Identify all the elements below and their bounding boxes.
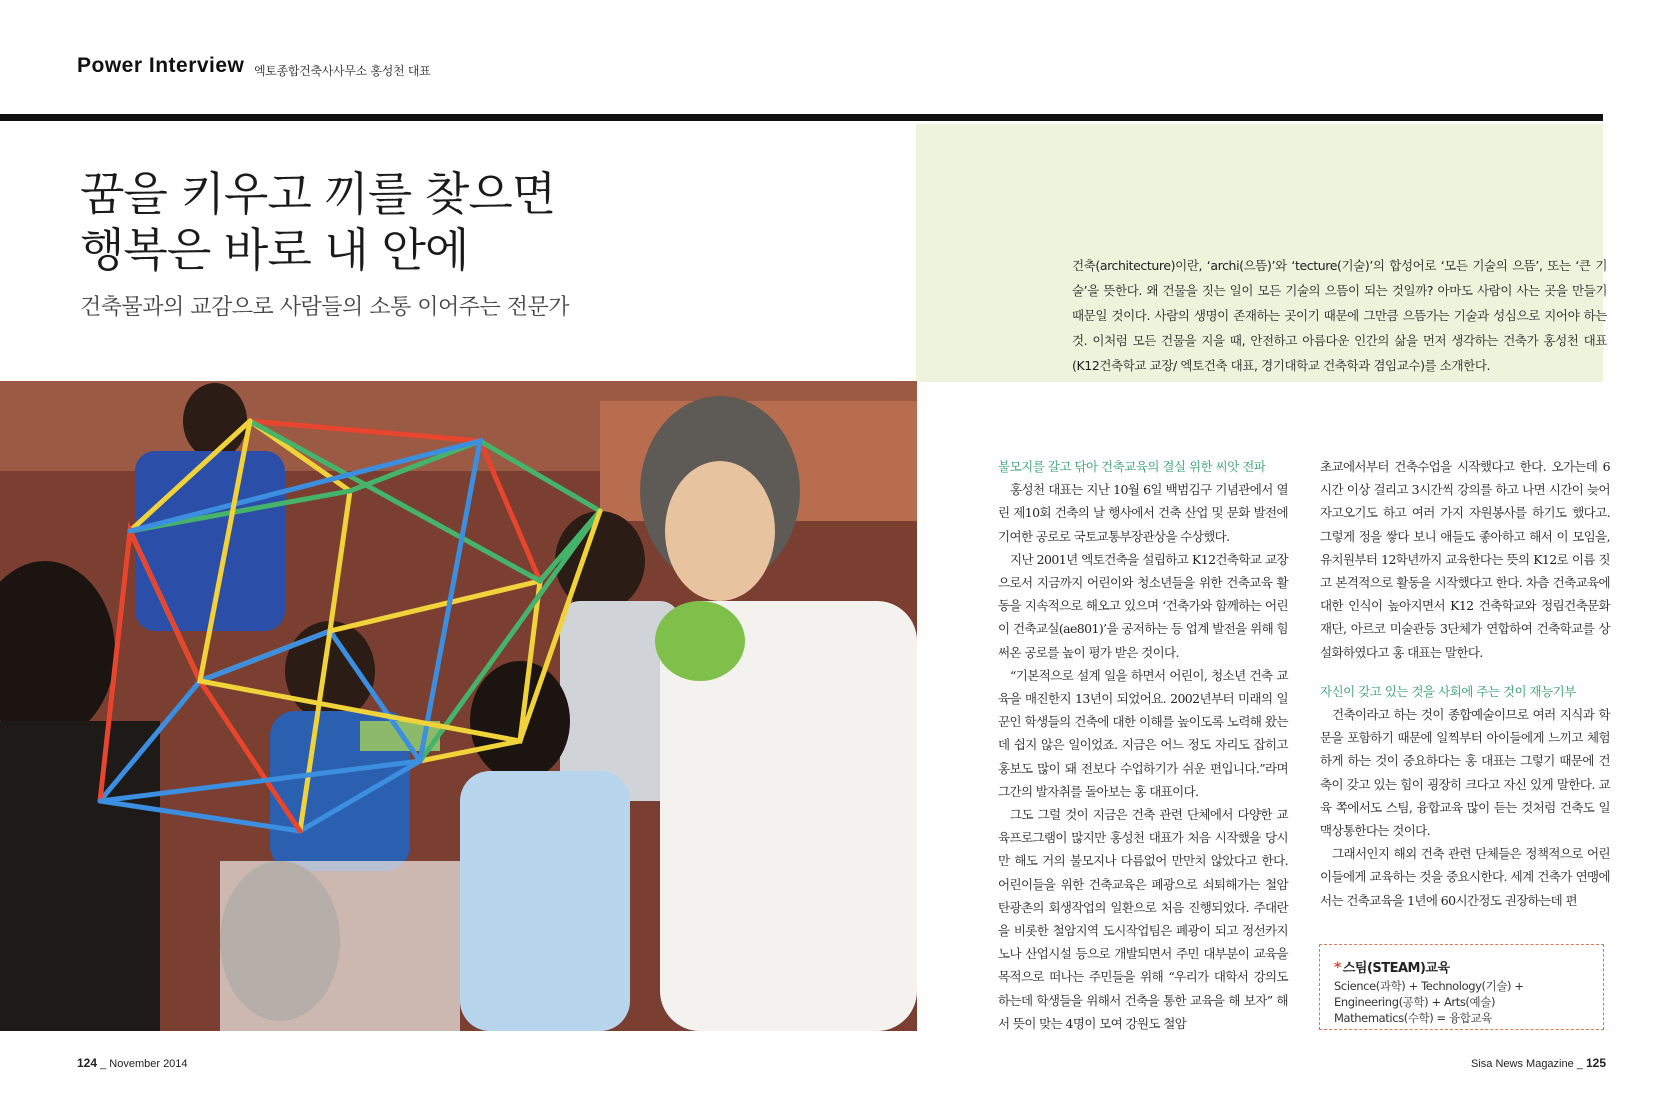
article-title bbox=[80, 166, 555, 278]
photo-illustration bbox=[0, 381, 917, 1031]
folio-right bbox=[1471, 1056, 1606, 1070]
page-number-left: 124 bbox=[77, 1056, 98, 1070]
paragraph: 홍성천 대표는 지난 10월 6일 백범김구 기념관에서 열린 제10회 건축의 날 행사에서 건축 산업 및 문화 발전에 기여한 공로로 국토교통부장관상을 수상했다. bbox=[998, 482, 1288, 544]
section-label: Power Interview bbox=[77, 54, 245, 77]
intro-text: 건축(architecture)이란, ‘archi(으뜸)’와 ‘tecture(기술)’의 합성어로 ‘모든 기술의 으뜸’, 또는 ‘큰 기술’을 뜻한다. 왜 건물을 짓는 일이 모든 기술의 으뜸이 되는 것일까? 아마도 사람이 사는 곳을 만들기 때문일 것이다. 사람의 생명이 존재하는 곳이기 때문에 그만큼 으뜸가는 기술과 성심으로 지어야 하는 것. 이처럼 모든 건물을 지을 때, 안전하고 아름다운 인간의 삶을 먼저 생각하는 건축가 홍성천 대표(K12건축학교 교장/ 엑토건축 대표, 경기대학교 건축학과 겸임교수)를 소개한다. bbox=[1072, 258, 1607, 373]
note-body bbox=[1334, 978, 1596, 1026]
folio-left bbox=[77, 1056, 188, 1070]
article-photo bbox=[0, 381, 917, 1031]
title-line-2: 행복은 바로 내 안에 bbox=[80, 223, 469, 277]
note-title bbox=[1334, 957, 1450, 976]
paragraph: 그래서인지 해외 건축 관련 단체들은 정책적으로 어린이들에게 교육하는 것을 중요시한다. 세계 건축가 연맹에서는 건축교육을 1년에 60시간정도 권장하는데 편 bbox=[1320, 846, 1610, 908]
header-rule bbox=[0, 114, 1603, 121]
asterisk-icon: * bbox=[1334, 960, 1341, 976]
note-line-1: Science(과학) + Technology(기술) + Engineering(공학) + Arts(예술) bbox=[1334, 979, 1524, 1009]
paragraph: “기본적으로 설계 일을 하면서 어린이, 청소년 건축 교육을 매진한지 13년이 되었어요. 2002년부터 미래의 일꾼인 학생들의 건축에 대한 이해를 높이도록 노력해 왔는데 쉽지 않은 일이었죠. 지금은 어느 정도 자리도 잡히고 홍보도 많이 돼 전보다 수업하기가 쉬운 편입니다.”라며 그간의 발자취를 돌아보는 홍 대표이다. bbox=[998, 667, 1288, 799]
issue-date: _ November 2014 bbox=[100, 1058, 188, 1070]
paragraph: 그도 그럴 것이 지금은 건축 관련 단체에서 다양한 교육프로그램이 많지만 홍성천 대표가 처음 시작했을 당시만 해도 거의 불모지나 다름없어 만만치 않았다고 한다. 어린이들을 위한 건축교육은 폐광으로 쇠퇴해가는 철암 탄광촌의 회생작업의 일환으로 처음 진행되었다. 주대란을 비롯한 철암지역 도시작업팀은 폐광이 되고 정선카지노나 산업시설 등으로 개발되면서 주민 대부분이 교육을 목적으로 떠나는 주민들을 위해 “우리가 대학서 강의도 하는데 학생들을 위해서 건축을 통한 교육을 해 보자” 해서 뜻이 맞는 4명이 모여 강원도 철암 bbox=[998, 807, 1288, 1031]
steam-note-box bbox=[1319, 944, 1604, 1030]
note-line-2: Mathematics(수학) = 융합교육 bbox=[1334, 1011, 1492, 1025]
section-subtitle: 엑토종합건축사사무소 홍성천 대표 bbox=[254, 64, 431, 78]
paragraph: 건축이라고 하는 것이 종합예술이므로 여러 지식과 학문을 포함하기 때문에 일찍부터 아이들에게 느끼고 체험하게 하는 것이 중요하다는 홍 대표는 그렇기 때문에 건축이 갖고 있는 힘이 굉장히 크다고 자신 있게 말한다. 교육 쪽에서도 스팀, 융합교육 많이 듣는 것처럼 건축도 일맥상통한다는 것이다. bbox=[1320, 707, 1610, 839]
article-subtitle: 건축물과의 교감으로 사람들의 소통 이어주는 전문가 bbox=[80, 295, 570, 320]
page-number-right: 125 bbox=[1585, 1056, 1606, 1070]
magazine-name: Sisa News Magazine _ bbox=[1471, 1058, 1583, 1070]
note-title-text: 스팀(STEAM)교육 bbox=[1342, 961, 1450, 976]
paragraph: 지난 2001년 엑토건축을 설립하고 K12건축학교 교장으로서 지금까지 어린이와 청소년들을 위한 건축교육 활동을 지속적으로 해오고 있으며 ‘건축가와 함께하는 어린이 건축교실(ae801)’을 공저하는 등 업계 발전을 위해 힘써온 공로를 높이 평가 받은 것이다. bbox=[998, 551, 1288, 660]
paragraph: 초교에서부터 건축수업을 시작했다고 한다. 오가는데 6시간 이상 걸리고 3시간씩 강의를 하고 나면 시간이 늦어 자고오기도 하고 여러 가지 자원봉사를 하기도 했다고. 그렇게 정을 쌓다 보니 애들도 좋아하고 해서 이 모임을, 유치원부터 12학년까지 교육한다는 뜻의 K12로 이름 짓고 본격적으로 활동을 시작했다고 한다. 차츰 건축교육에 대한 인식이 높아지면서 K12 건축학교와 정림건축문화재단, 아르코 미술관등 3단체가 연합하여 건축학교를 상설화하였다고 홍 대표는 말한다. bbox=[1320, 459, 1610, 660]
section-heading-2: 자신이 갖고 있는 것을 사회에 주는 것이 재능기부 bbox=[1320, 683, 1576, 699]
article-column-right bbox=[1320, 455, 1610, 912]
article-column-left bbox=[998, 455, 1288, 1035]
title-line-1: 꿈을 키우고 끼를 찾으면 bbox=[80, 167, 556, 221]
section-heading-1: 불모지를 갈고 닦아 건축교육의 결실 위한 씨앗 전파 bbox=[998, 459, 1266, 474]
